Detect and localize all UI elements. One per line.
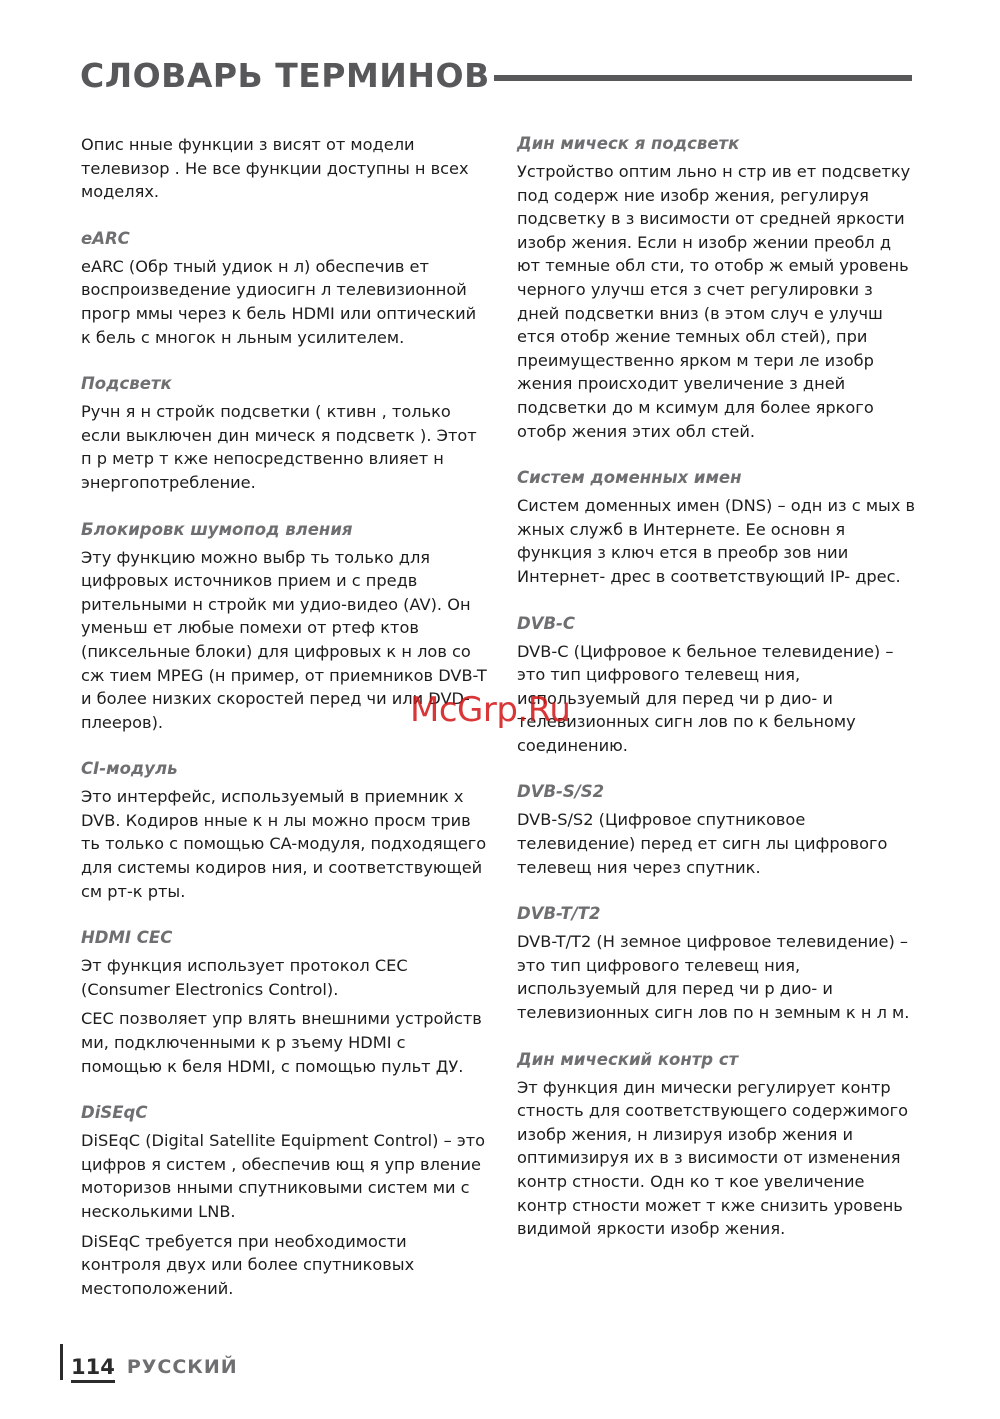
page-footer xyxy=(60,1340,238,1380)
page-header xyxy=(80,50,912,100)
section-dvb-s-s2 xyxy=(517,781,917,879)
section-heading: DiSEqC xyxy=(81,1103,148,1123)
section-paragraph: DiSEqC (Digital Satellite Equipment Control) – это цифров я систем , обеспечив ющ я упр вление моторизов нными спутниковыми систем ми с несколькими LNB. xyxy=(81,1131,486,1221)
section-paragraph: Эту функцию можно выбр ть только для цифровых источников прием и с предв рительными н стройк ми удио-видео (AV). Он уменьш ет любые помехи от ртеф ктов (пиксельные блоки) для цифровых к н лов со сж тием MPEG (н пример, от приемников DVB-T и более низких скоростей перед чи или DVD-плееров). xyxy=(81,547,487,732)
section-paragraph: DVB-C (Цифровое к бельное телевидение) – это тип цифрового телевещ ния, используемый для перед чи р дио- и телевизионных сигн лов по к бельному соединению. xyxy=(517,641,894,755)
footer-bar xyxy=(60,1344,63,1380)
section-heading: HDMI CEC xyxy=(81,928,173,948)
section-dns xyxy=(517,467,917,588)
section-heading: Подсветк xyxy=(81,374,172,394)
page-title: СЛОВАРЬ ТЕРМИНОВ xyxy=(80,55,490,95)
section-dynamic-contrast xyxy=(517,1049,917,1241)
section-paragraph: DVB-S/S2 (Цифровое спутниковое телевидение) перед ет сигн лы цифрового телевещ ния через спутник. xyxy=(517,810,888,877)
section-heading: Систем доменных имен xyxy=(517,468,742,488)
section-paragraph: Это интерфейс, используемый в приемник х DVB. Кодиров нные к н лы можно просм трив ть только с помощью CA-модуля, подходящего для системы кодиров ния, и соответствующей см рт-к рты. xyxy=(81,787,487,901)
section-paragraph: DVB-T/T2 (Н земное цифровое телевидение) – это тип цифрового телевещ ния, используемый для перед чи р дио- и телевизионных сигн лов по н земным к н л м. xyxy=(517,932,910,1023)
section-dynamic-backlight xyxy=(517,133,917,443)
page-number: 114 xyxy=(71,1357,115,1383)
section-paragraph: eARC (Обр тный удиок н л) обеспечив ет воспроизведение удиосигн л телевизионной прогр ммы через к бель HDMI или оптический к бель с многок н льным усилителем. xyxy=(81,256,477,347)
language-label: РУССКИЙ xyxy=(126,1356,238,1378)
left-column xyxy=(81,133,491,1306)
section-heading: DVB-S/S2 xyxy=(517,782,605,802)
title-rule xyxy=(494,75,912,81)
section-hdmi-cec xyxy=(81,927,491,1078)
section-heading: Дин мический контр ст xyxy=(517,1049,739,1069)
section-diseqc xyxy=(81,1102,491,1300)
watermark: McGrp.Ru xyxy=(410,690,571,730)
right-column xyxy=(517,133,917,1247)
section-paragraph: Ручн я н стройк подсветки ( ктивн , только если выключен дин мическ я подсветк ). Этот п р метр т кже непосредственно влияет н энергопотребление. xyxy=(81,402,477,492)
intro-paragraph: Опис нные функции з висят от модели телевизор . Не все функции доступны н всех моделях. xyxy=(81,135,469,202)
section-backlight xyxy=(81,373,491,494)
section-paragraph: Эт функция использует протокол CEC (Consumer Electronics Control). xyxy=(81,956,408,999)
section-earc xyxy=(81,228,491,349)
section-heading: Дин мическ я подсветк xyxy=(517,134,740,153)
section-paragraph: Эт функция дин мически регулирует контр стность для соответствующего содержимого изобр жения, н лизируя изобр жения и оптимизируя их в з висимости от изменения контр стности. Одн ко т кое увеличение контр стности может т кже снизить уровень видимой яркости изобр жения. xyxy=(517,1077,909,1239)
section-paragraph: Систем доменных имен (DNS) – одн из с мых в жных служб в Интернете. Ее основн я функция з ключ ется в преобр зов нии Интернет- дрес в соответствующий IP- дрес. xyxy=(517,496,916,586)
section-paragraph: Устройство оптим льно н стр ив ет подсветку под содерж ние изобр жения, регулируя подсветку в з висимости от средней яркости изобр жения. Если н изобр жении преобл д ют темные обл сти, то отобр ж емый уровень черного улучш ется з счет регулировки з дней подсветки вниз (в этом случ е улучш ется отобр жение темных обл стей), при преимущественно ярком м тери ле изобр жения происходит увеличение з дней подсветки до м ксимум для более яркого отобр жения этих обл стей. xyxy=(517,162,911,441)
section-paragraph: CEC позволяет упр влять внешними устройств ми, подключенными к р зъему HDMI с помощью к беля HDMI, с помощью пульт ДУ. xyxy=(81,1009,482,1076)
section-dvb-c xyxy=(517,613,917,758)
section-heading: DVB-T/T2 xyxy=(517,904,601,924)
section-noise-reduction xyxy=(81,519,491,735)
section-heading: Блокировк шумопод вления xyxy=(81,519,353,539)
section-ci-module xyxy=(81,758,491,903)
section-paragraph: DiSEqC требуется при необходимости контроля двух или более спутниковых местоположений. xyxy=(81,1231,415,1298)
section-heading: eARC xyxy=(81,228,130,248)
section-dvb-t-t2 xyxy=(517,903,917,1024)
section-heading: DVB-C xyxy=(517,613,575,633)
section-heading: CI-модуль xyxy=(81,759,178,779)
